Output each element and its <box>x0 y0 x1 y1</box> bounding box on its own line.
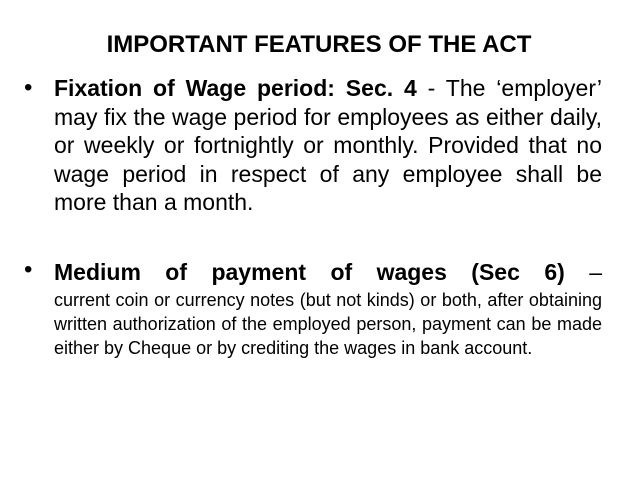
bullet-separator: - <box>416 75 446 101</box>
bullet-heading-line <box>54 256 602 288</box>
bullet-heading: Medium of payment of wages (Sec 6) <box>54 259 565 285</box>
bullet-dot-icon: • <box>24 256 33 283</box>
bullet-heading: Fixation of Wage period: Sec. 4 <box>54 75 417 101</box>
bullet-text: current coin or currency notes (but not kinds) or both, after obtaining written authorization of the employed person, payment can be made either by Cheque or by crediting the wages in bank account. <box>54 290 602 358</box>
bullet-wage-period <box>24 74 602 217</box>
bullet-medium-of-payment <box>24 256 602 360</box>
bullet-text: The ‘employer’ may fix the wage period for employees as either daily, or weekly or fortnightly or monthly. Provided that no wage period in respect of any employee shall be more than a month. <box>54 75 602 215</box>
bullet-dot-icon: • <box>24 74 33 101</box>
slide-title: IMPORTANT FEATURES OF THE ACT <box>106 31 532 58</box>
bullet-separator: – <box>564 259 602 285</box>
